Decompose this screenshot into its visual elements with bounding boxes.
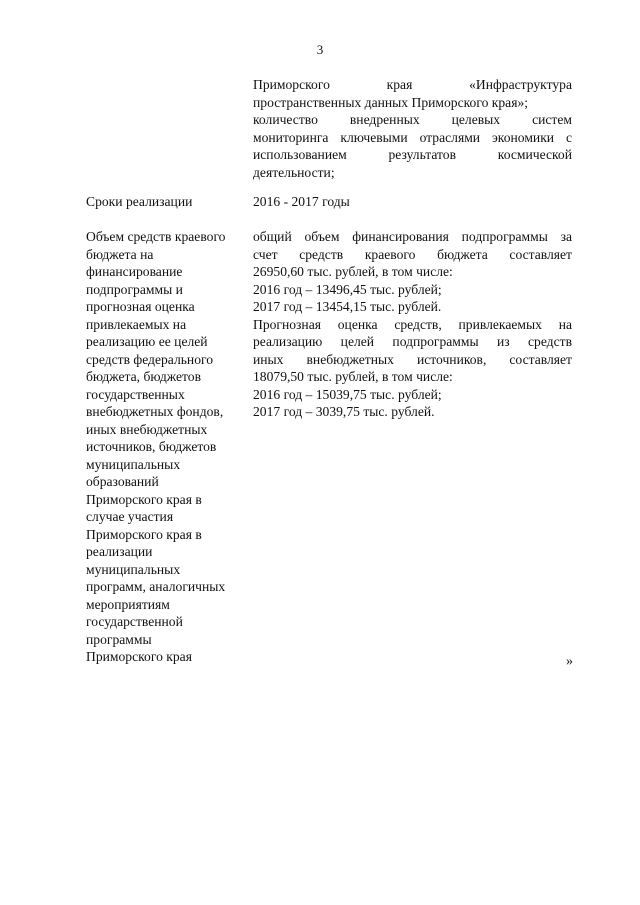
label-line: финансирование — [86, 264, 183, 279]
continuation-text — [253, 76, 572, 181]
label-line: реализации — [86, 544, 153, 559]
label-line: источников, бюджетов — [86, 439, 217, 454]
text-line: 2016 год – 13496,45 тыс. рублей; — [253, 281, 442, 297]
text-line: Приморского края «Инфраструктура — [253, 77, 572, 92]
label-line: подпрограммы и — [86, 281, 183, 297]
label-line: бюджета, бюджетов — [86, 369, 202, 384]
text-line: пространственных данных Приморского края»; — [253, 94, 529, 110]
text-line: общий объем финансирования подпрограммы за — [253, 229, 572, 244]
label-line: внебюджетных фондов, — [86, 404, 224, 419]
label-line: муниципальных — [86, 561, 181, 577]
label-line: Приморского края в — [86, 526, 202, 542]
label-line: средств федерального — [86, 351, 214, 367]
text-line: 2017 год – 13454,15 тыс. рублей. — [253, 299, 442, 314]
label-line: иных внебюджетных — [86, 421, 208, 437]
text-line: 2016 год – 15039,75 тыс. рублей; — [253, 386, 442, 402]
label-line: реализацию ее целей — [86, 334, 208, 349]
label-line: мероприятиям — [86, 596, 170, 612]
label-line: муниципальных — [86, 456, 181, 472]
label-line: образований — [86, 474, 159, 489]
text-line: 26950,60 тыс. рублей, в том числе: — [253, 264, 453, 279]
label-line: государственных — [86, 386, 185, 402]
text-line: деятельности; — [253, 164, 335, 180]
text-line: счет средств краевого бюджета составляет — [253, 246, 572, 262]
text-line: 18079,50 тыс. рублей, в том числе: — [253, 369, 453, 384]
label-line: программы — [86, 631, 152, 647]
label-line: государственной — [86, 614, 183, 629]
period-value: 2016 - 2017 годы — [253, 194, 350, 209]
label-line: программ, аналогичных — [86, 579, 226, 594]
label-line: Приморского края — [86, 649, 192, 664]
closing-quote: » — [566, 654, 573, 669]
text-line: Прогнозная оценка средств, привлекаемых на — [253, 316, 572, 332]
funding-text — [253, 228, 572, 421]
label-line: Объем средств краевого — [86, 229, 226, 244]
text-line: количество внедренных целевых систем — [253, 112, 572, 127]
label-line: Приморского края в — [86, 491, 202, 507]
text-line: мониторинга ключевыми отраслями экономики с — [253, 129, 572, 145]
text-line: 2017 год – 3039,75 тыс. рублей. — [253, 404, 435, 419]
text-line: иных внебюджетных источников, составляет — [253, 351, 572, 367]
label-line: случае участия — [86, 509, 174, 524]
funding-label — [86, 228, 244, 666]
page-number: 3 — [316, 42, 324, 57]
label-line: привлекаемых на — [86, 316, 187, 332]
label-line: прогнозная оценка — [86, 299, 195, 314]
period-label: Сроки реализации — [86, 194, 193, 209]
text-line: использованием результатов космической — [253, 147, 572, 162]
label-line: бюджета на — [86, 246, 154, 262]
text-line: реализацию целей подпрограммы из средств — [253, 334, 572, 349]
